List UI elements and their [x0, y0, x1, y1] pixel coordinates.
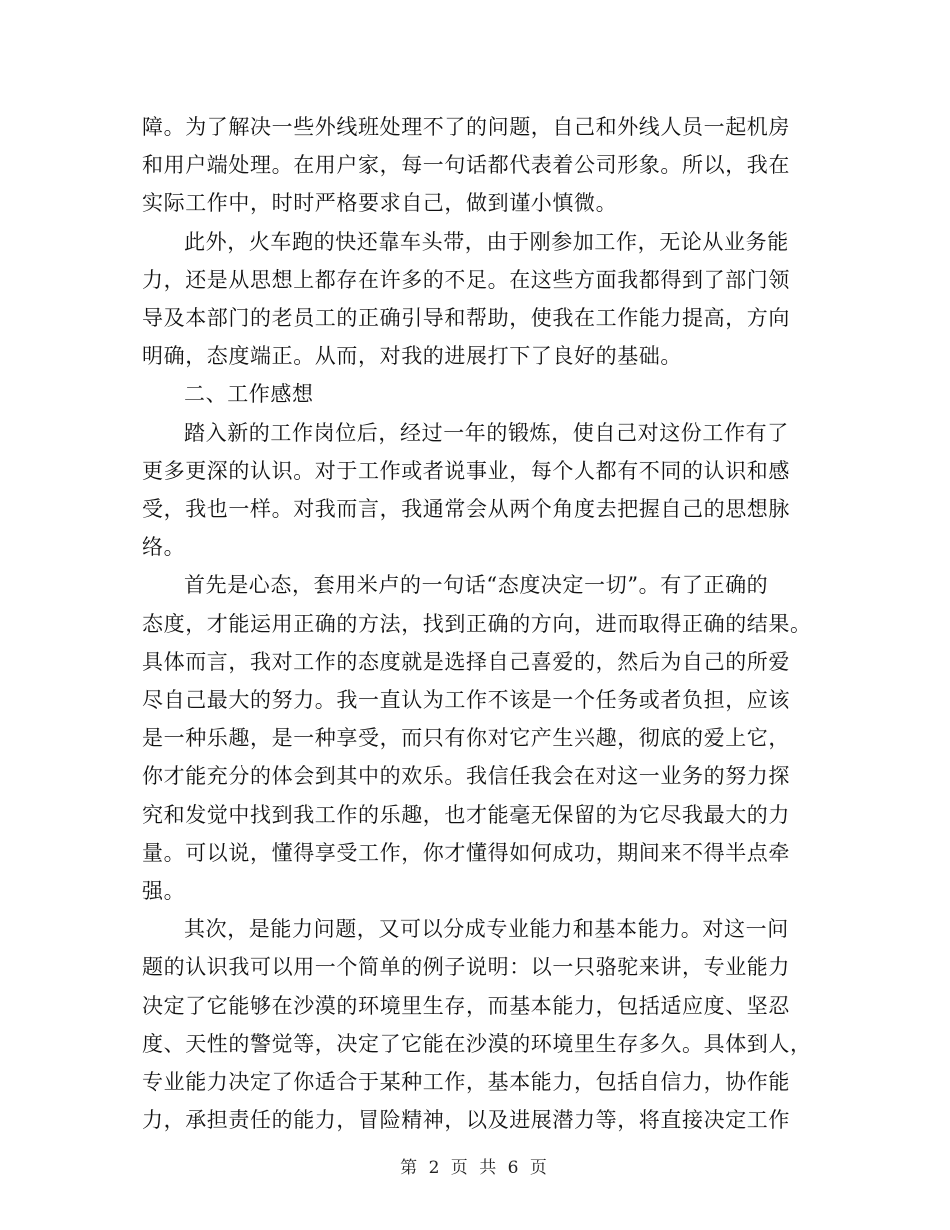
text-line: 力，承担责任的能力，冒险精神，以及进展潜力等，将直接决定工作 — [142, 1108, 790, 1133]
text-line: 量。可以说，懂得享受工作，你才懂得如何成功，期间来不得半点牵 — [142, 840, 790, 865]
text-line: 导及本部门的老员工的正确引导和帮助，使我在工作能力提高，方向 — [142, 306, 790, 331]
text-line: 究和发觉中找到我工作的乐趣，也才能毫无保留的为它尽我最大的力 — [142, 802, 790, 827]
paragraph-ability — [142, 910, 812, 1139]
text-line: 具体而言，我对工作的态度就是选择自己喜爱的，然后为自己的所爱 — [142, 649, 790, 674]
paragraph-guidance — [142, 223, 802, 376]
text-line: 和用户端处理。在用户家，每一句话都代表着公司形象。所以，我在 — [142, 153, 790, 178]
page-number-footer: 第 2 页 共 6 页 — [400, 1158, 550, 1178]
paragraph-attitude — [142, 566, 812, 910]
text-line: 专业能力决定了你适合于某种工作，基本能力，包括自信力，协作能 — [142, 1070, 790, 1095]
text-line: 是一种乐趣，是一种享受，而只有你对它产生兴趣，彻底的爱上它， — [142, 726, 790, 751]
text-line: 受，我也一样。对我而言，我通常会从两个角度去把握自己的思想脉 — [142, 497, 790, 522]
text-line: 首先是心态，套用米卢的一句话“态度决定一切”。有了正确的 — [184, 573, 769, 598]
text-line: 此外，火车跑的快还靠车头带，由于刚参加工作，无论从业务能 — [184, 229, 789, 254]
text-line: 态度，才能运用正确的方法，找到正确的方向，进而取得正确的结果。 — [142, 611, 812, 636]
section-heading — [142, 375, 802, 413]
heading-line: 二、工作感想 — [184, 382, 314, 407]
text-line: 你才能充分的体会到其中的欢乐。我信任我会在对这一业务的努力探 — [142, 764, 790, 789]
paragraph-introduction — [142, 414, 802, 567]
paragraph-continuation — [142, 108, 802, 223]
text-line: 明确，态度端正。从而，对我的进展打下了良好的基础。 — [142, 344, 682, 369]
text-line: 题的认识我可以用一个简单的例子说明：以一只骆驼来讲，专业能力 — [142, 955, 790, 980]
text-line: 度、天性的警觉等，决定了它能在沙漠的环境里生存多久。具体到人， — [142, 1031, 812, 1056]
text-line: 力，还是从思想上都存在许多的不足。在这些方面我都得到了部门领 — [142, 267, 790, 292]
text-line: 踏入新的工作岗位后，经过一年的锻炼，使自己对这份工作有了 — [184, 420, 789, 445]
text-line: 决定了它能够在沙漠的环境里生存，而基本能力，包括适应度、坚忍 — [142, 993, 790, 1018]
text-line: 障。为了解决一些外线班处理不了的问题，自己和外线人员一起机房 — [142, 115, 790, 139]
document-body — [142, 108, 812, 1139]
text-line: 强。 — [142, 879, 186, 904]
text-line: 其次，是能力问题，又可以分成专业能力和基本能力。对这一问 — [184, 917, 789, 942]
text-line: 更多更深的认识。对于工作或者说事业，每个人都有不同的认识和感 — [142, 458, 790, 483]
text-line: 络。 — [142, 535, 186, 560]
text-line: 实际工作中，时时严格要求自己，做到谨小慎微。 — [142, 191, 618, 216]
text-line: 尽自己最大的努力。我一直认为工作不该是一个任务或者负担，应该 — [142, 688, 790, 713]
